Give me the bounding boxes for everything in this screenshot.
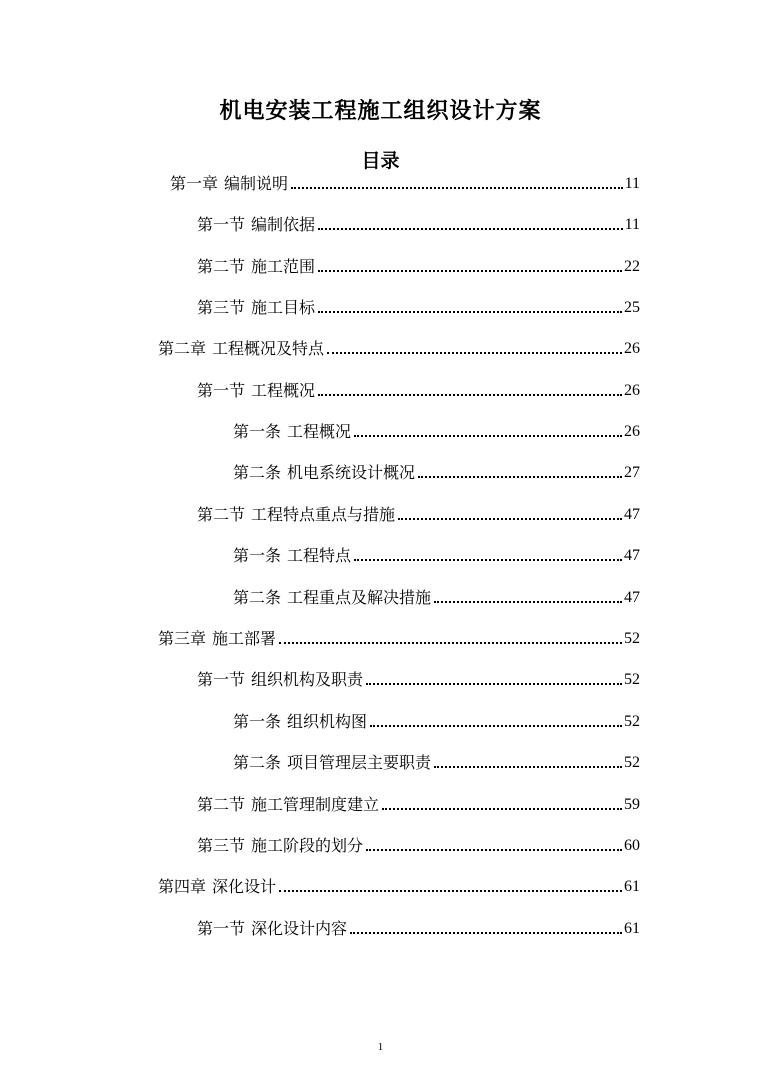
- toc-entry-label: [158, 877, 276, 897]
- toc-entry-page: 52: [624, 713, 640, 730]
- toc-entry-page: 11: [624, 175, 640, 192]
- toc-entry-title: 深化设计: [212, 877, 277, 896]
- toc-dot-leader: [398, 518, 622, 520]
- toc-entry-label: [158, 629, 276, 649]
- toc-dot-leader: [434, 766, 622, 768]
- toc-entry-title: 深化设计内容: [251, 919, 348, 938]
- toc-entry-page: 52: [624, 671, 640, 688]
- toc-entry-number: 第一条: [233, 712, 282, 731]
- toc-entry-label: [170, 174, 288, 194]
- toc-entry-label: [197, 836, 363, 856]
- toc-entry[interactable]: [197, 294, 640, 318]
- toc-dot-leader: [327, 352, 622, 354]
- toc-entry-title: 组织机构图: [287, 712, 368, 731]
- toc-entry-number: 第二节: [197, 795, 246, 814]
- toc-entry[interactable]: [197, 791, 640, 815]
- toc-dot-leader: [370, 725, 622, 727]
- toc-dot-leader: [350, 932, 622, 934]
- toc-entry[interactable]: [233, 418, 640, 442]
- toc-dot-leader: [318, 394, 622, 396]
- toc-entry-page: 27: [624, 464, 640, 481]
- toc-entry-page: 47: [624, 589, 640, 606]
- toc-entry-label: [197, 505, 395, 525]
- toc-dot-leader: [434, 601, 622, 603]
- toc-entry-label: [197, 670, 363, 690]
- toc-entry-page: 47: [624, 506, 640, 523]
- toc-dot-leader: [318, 270, 622, 272]
- toc-entry-label: [197, 919, 347, 939]
- toc-entry-number: 第二节: [197, 505, 246, 524]
- toc-dot-leader: [382, 808, 622, 810]
- toc-entry-title: 施工目标: [251, 298, 316, 317]
- toc-entry-page: 52: [624, 630, 640, 647]
- toc-entry-title: 工程重点及解决措施: [287, 588, 432, 607]
- toc-entry-number: 第二条: [233, 753, 282, 772]
- toc-entry[interactable]: [158, 625, 640, 649]
- toc-dot-leader: [291, 187, 623, 189]
- toc-dot-leader: [366, 683, 622, 685]
- toc-dot-leader: [418, 476, 622, 478]
- toc-entry-page: 59: [624, 796, 640, 813]
- toc-entry-page: 11: [624, 216, 640, 233]
- toc-entry-page: 61: [624, 878, 640, 895]
- toc-entry-number: 第二节: [197, 257, 246, 276]
- toc-entry-label: [233, 463, 415, 483]
- toc-entry[interactable]: [197, 832, 640, 856]
- toc-dot-leader: [354, 435, 622, 437]
- toc-entry-title: 编制依据: [251, 215, 316, 234]
- toc-entry-page: 47: [624, 547, 640, 564]
- toc-entry[interactable]: [197, 211, 640, 235]
- toc-entry-label: [197, 795, 379, 815]
- toc-entry-number: 第一条: [233, 546, 282, 565]
- toc-entry[interactable]: [170, 170, 640, 194]
- toc-entry-number: 第一条: [233, 422, 282, 441]
- toc-entry-label: [197, 298, 315, 318]
- toc-entry[interactable]: [233, 708, 640, 732]
- toc-entry-number: 第一节: [197, 670, 246, 689]
- toc-entry[interactable]: [233, 749, 640, 773]
- toc-entry-number: 第二条: [233, 463, 282, 482]
- toc-entry-number: 第一节: [197, 919, 246, 938]
- toc-entry-title: 施工管理制度建立: [251, 795, 380, 814]
- toc-entry-title: 工程概况: [251, 381, 316, 400]
- toc-entry-page: 60: [624, 837, 640, 854]
- toc-entry-title: 施工范围: [251, 257, 316, 276]
- toc-entry-label: [197, 257, 315, 277]
- toc-dot-leader: [279, 642, 622, 644]
- toc-entry-title: 工程特点重点与措施: [251, 505, 396, 524]
- toc-entry-title: 施工阶段的划分: [251, 836, 364, 855]
- toc-dot-leader: [318, 228, 623, 230]
- toc-entry-title: 组织机构及职责: [251, 670, 364, 689]
- toc-entry-label: [233, 712, 367, 732]
- toc-entry-number: 第三节: [197, 836, 246, 855]
- toc-entry-page: 22: [624, 258, 640, 275]
- toc-entry-number: 第一节: [197, 215, 246, 234]
- toc-entry-title: 施工部署: [212, 629, 277, 648]
- toc-entry-title: 工程特点: [287, 546, 352, 565]
- toc-entry-title: 工程概况及特点: [212, 339, 325, 358]
- toc-entry[interactable]: [233, 542, 640, 566]
- toc-entry-label: [233, 753, 431, 773]
- toc-entry[interactable]: [197, 915, 640, 939]
- toc-entry-number: 第二章: [158, 339, 207, 358]
- toc-entry-page: 26: [624, 423, 640, 440]
- toc-entry-label: [233, 546, 351, 566]
- toc-dot-leader: [366, 849, 622, 851]
- toc-entry-label: [197, 381, 315, 401]
- document-title: 机电安装工程施工组织设计方案: [219, 99, 542, 124]
- toc-entry-title: 编制说明: [224, 174, 289, 193]
- toc-entry[interactable]: [197, 501, 640, 525]
- toc-entry-number: 第四章: [158, 877, 207, 896]
- toc-entry-label: [158, 339, 324, 359]
- toc-entry-page: 26: [624, 382, 640, 399]
- toc-entry-page: 26: [624, 340, 640, 357]
- toc-entry[interactable]: [197, 666, 640, 690]
- toc-entry[interactable]: [197, 253, 640, 277]
- toc-entry-number: 第三节: [197, 298, 246, 317]
- toc-entry-number: 第二条: [233, 588, 282, 607]
- toc-entry[interactable]: [233, 584, 640, 608]
- toc-heading: 目录: [361, 150, 400, 172]
- toc-entry[interactable]: [158, 873, 640, 897]
- toc-entry[interactable]: [233, 459, 640, 483]
- toc-dot-leader: [279, 890, 622, 892]
- toc-entry-label: [197, 215, 315, 235]
- toc-dot-leader: [318, 311, 622, 313]
- toc-entry-number: 第一节: [197, 381, 246, 400]
- toc-dot-leader: [354, 559, 622, 561]
- toc-entry-page: 25: [624, 299, 640, 316]
- toc-entry-title: 机电系统设计概况: [287, 463, 416, 482]
- toc-entry[interactable]: [197, 377, 640, 401]
- toc-entry-page: 61: [624, 920, 640, 937]
- toc-entry[interactable]: [158, 335, 640, 359]
- toc-entry-page: 52: [624, 754, 640, 771]
- toc-entry-label: [233, 422, 351, 442]
- toc-entry-number: 第三章: [158, 629, 207, 648]
- toc-entry-title: 工程概况: [287, 422, 352, 441]
- toc-entry-label: [233, 588, 431, 608]
- page-number: 1: [377, 1041, 384, 1053]
- toc-entry-number: 第一章: [170, 174, 219, 193]
- toc-entry-title: 项目管理层主要职责: [287, 753, 432, 772]
